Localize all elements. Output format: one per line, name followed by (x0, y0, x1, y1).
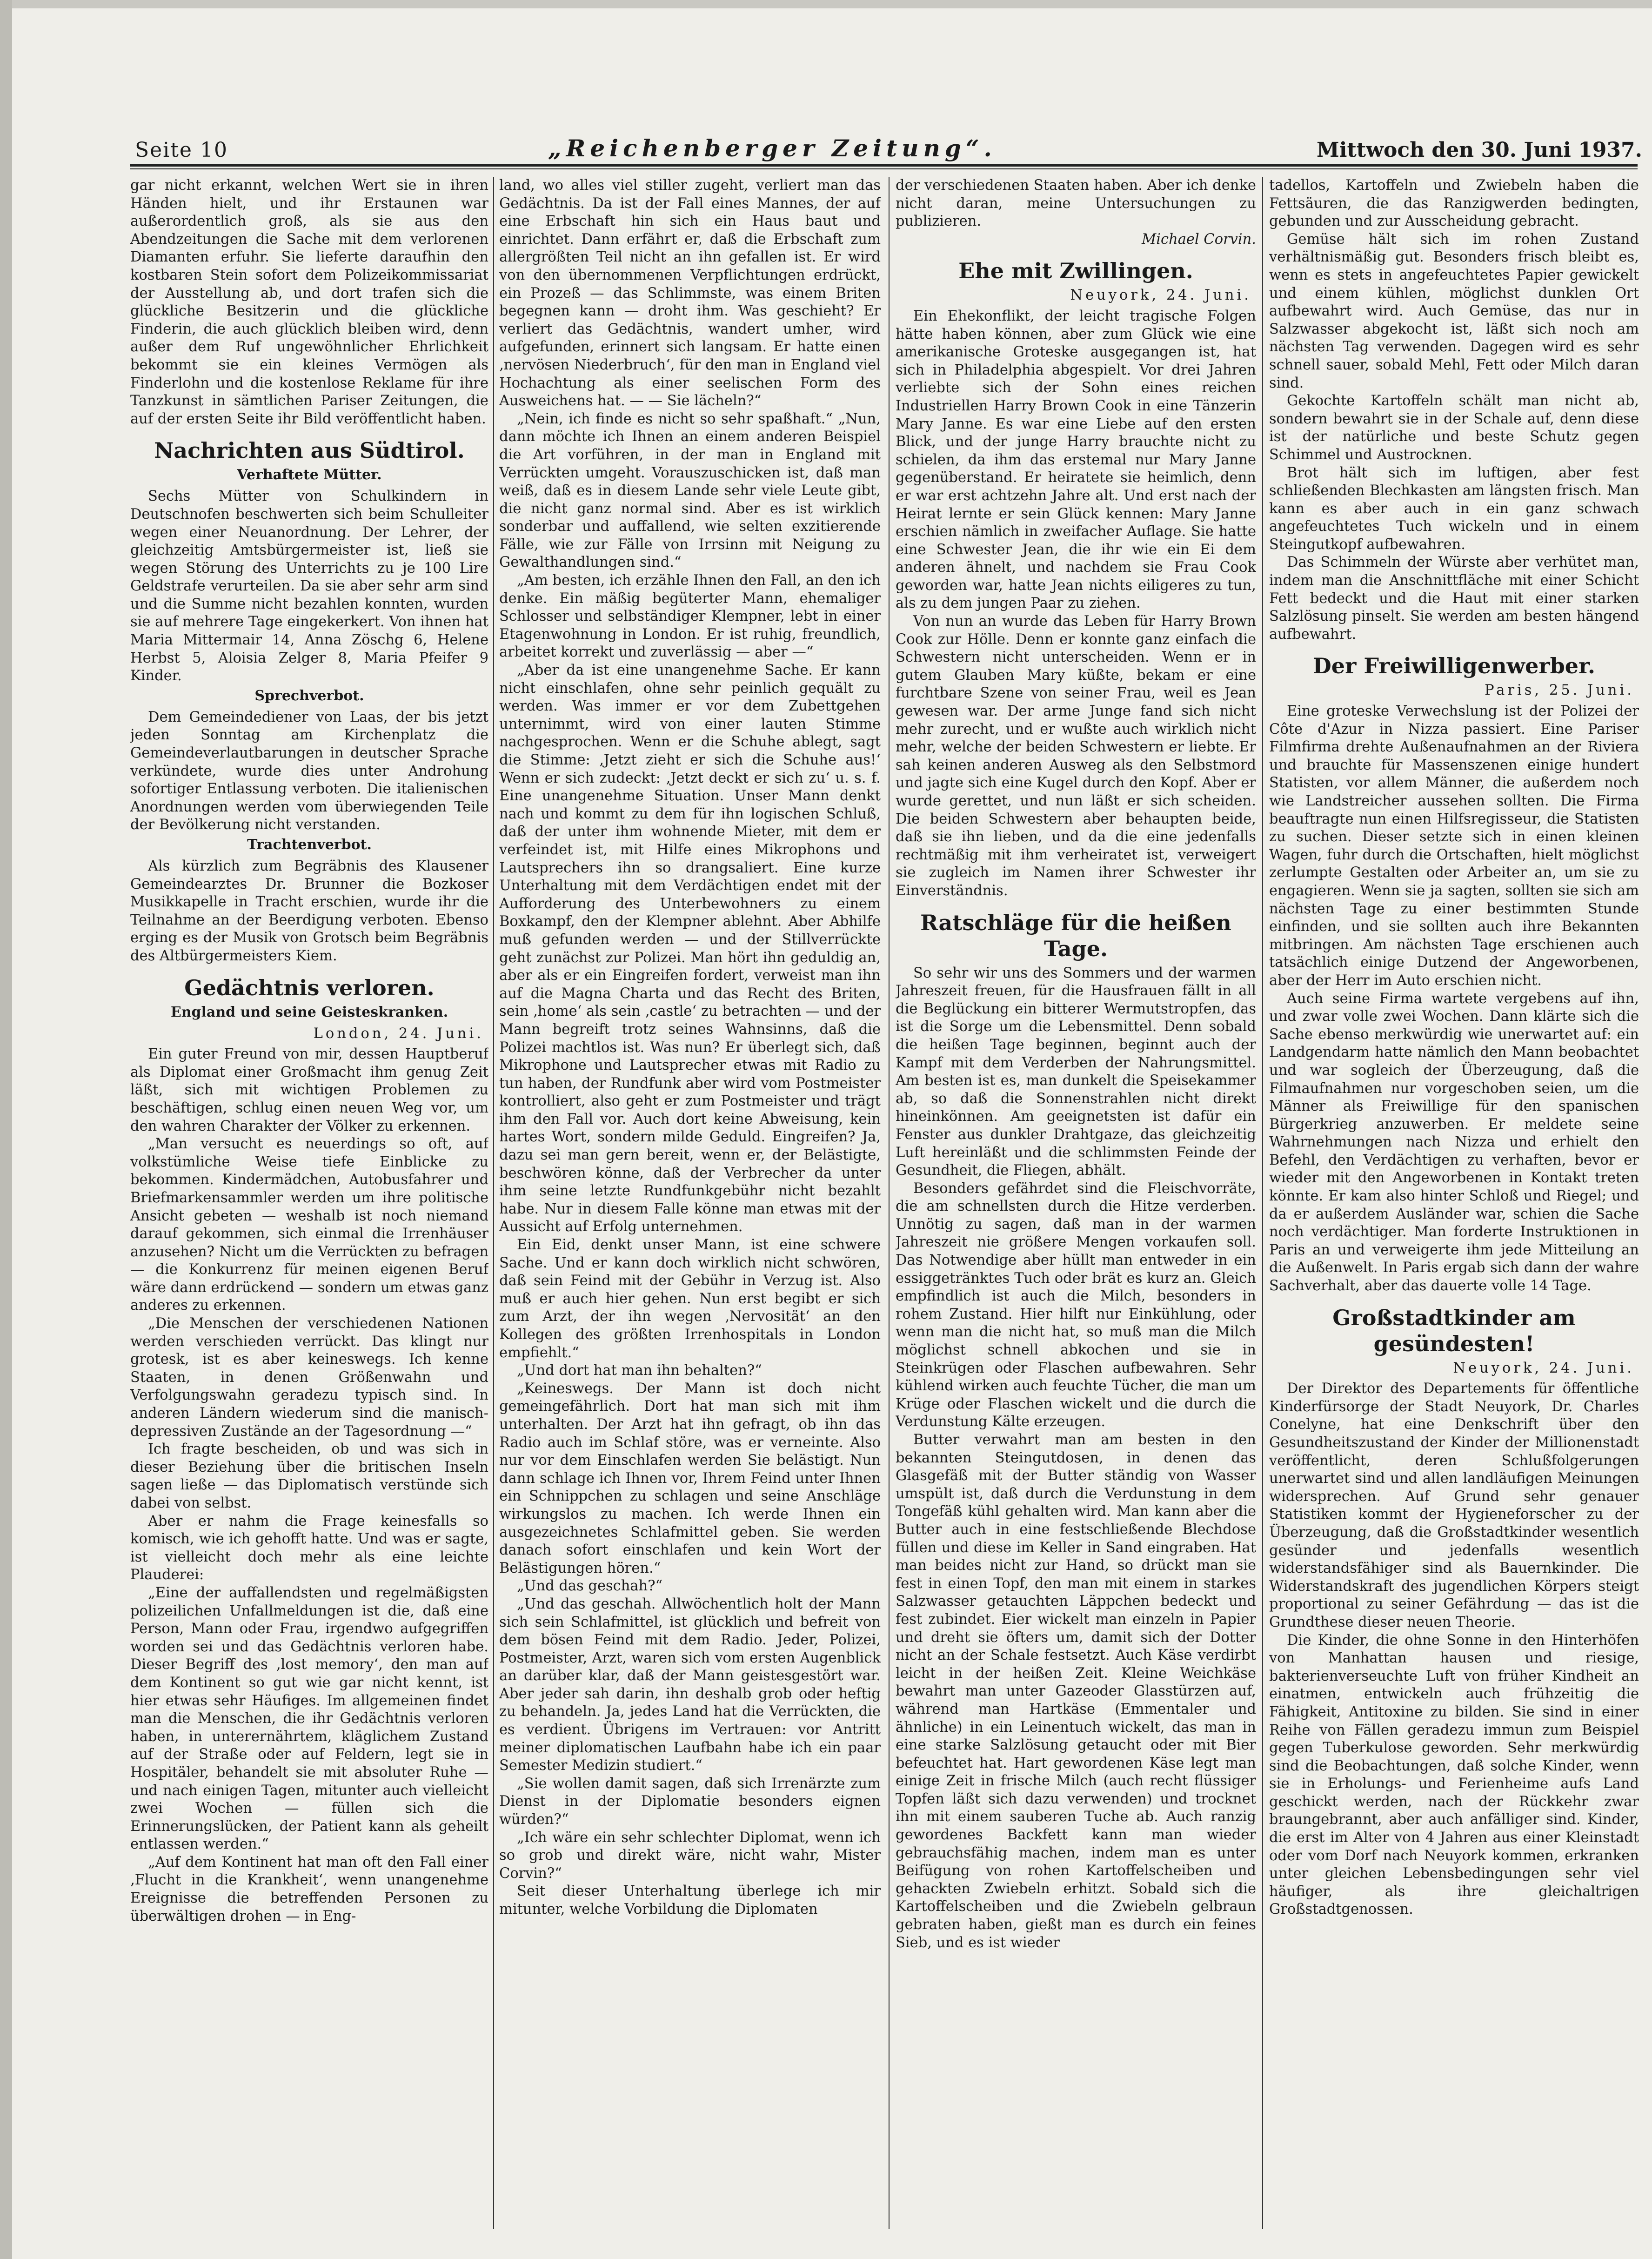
dateline: Neuyork, 24. Juni. (1070, 287, 1251, 304)
article-title: Großstadtkinder am gesündesten! (1332, 1305, 1576, 1356)
paragraph: „Auf dem Kontinent hat man oft den Fall einer ‚Flucht in die Krankheit‘, wenn unangenehme Ereignisse die betreffenden Personen zu überwältigen drohen — in Eng- (130, 1854, 488, 1924)
article-title: Der Freiwilligenwerber. (1312, 653, 1596, 679)
paragraph: „Und dort hat man ihn behalten?“ (517, 1362, 762, 1379)
header-rule-thin (130, 168, 1638, 169)
paragraph: „Aber da ist eine unangenehme Sache. Er kann nicht einschlafen, ohne sehr peinlich gequält zu werden. Was immer er vor dem Zubettgehen unternimmt, wird von einer lauten Stimme nachgesprochen. Wenn er die Schuhe ablegt, sagt die Stimme: ‚Jetzt zieht er sich die Schuhe aus!‘ Wenn er sich zudeckt: ‚Jetzt deckt er sich zu‘ u. s. f. Eine unangenehme Situation. Unser Mann denkt nach und kommt zu dem für ihn logischen Schluß, daß der unter ihm wohnende Mieter, mit dem er verfeindet ist, mit Hilfe eines Mikrophons und Lautsprechers ihn so drangsaliert. Eine kurze Unterhaltung mit dem Verdächtigen endet mit der Aufforderung des Unterbewohners zu einem Boxkampf, den der Klempner ablehnt. Aber Abhilfe muß gefunden werden — und der Stillverrückte geht zunächst zur Polizei. Man hört ihn geduldig an, aber als er ein Eingreifen fordert, verweist man ihn auf die Magna Charta und das Recht des Briten, sein ‚home‘ als sein ‚castle‘ zu betrachten — und der Mann begreift trotz seines Wahnsinns, daß die Polizei machtlos ist. Was nun? Er überlegt sich, daß Mikrophone und Lautsprecher etwas mit Radio zu tun haben, der Rundfunk aber wird vom Postmeister kontrolliert, also geht er zum Postmeister und trägt ihm den Fall vor. Auch dort keine Abweisung, kein hartes Wort, sondern milde Geduld. Eingreifen? Ja, dazu sei man gern bereit, wenn er, der Belästigte, beschwören könne, daß der Verbrecher da unter ihm seine letzte Rundfunkgebühr nicht bezahlt habe. Nur in diesem Falle könne man etwas mit der Aussicht auf Erfolg unternehmen. (499, 662, 881, 1235)
newspaper-title: „Reichenberger Zeitung“. (548, 134, 997, 162)
paragraph: „Am besten, ich erzähle Ihnen den Fall, an den ich denke. Ein mäßig begüterter Mann, ehemaliger Schlosser und selbständiger Klempner, lebt in einer Etagenwohnung in London. Er ist ruhig, freundlich, arbeitet korrekt und zuverlässig — aber —“ (499, 572, 881, 661)
paragraph: So sehr wir uns des Sommers und der warmen Jahreszeit freuen, für die Hausfrauen fällt in all die Beglückung ein bitterer Wermutstropfen, das ist die Sorge um die Lebensmittel. Denn sobald die heißen Tage beginnen, beginnt auch der Kampf mit dem Verderben der Nahrungsmittel. Am besten ist es, man dunkelt die Speisekammer ab, so daß die Sonnenstrahlen nicht direkt hineinkönnen. Am geeignetsten ist dafür ein Fenster aus dunkler Drahtgaze, das gleichzeitig Luft hereinläßt und die schlimmsten Feinde der Gesundheit, die Fliegen, abhält. (896, 965, 1256, 1179)
article-subheading: Sprechverbot. (254, 687, 364, 704)
column-rule (1262, 177, 1263, 2229)
paragraph: Der Direktor des Departements für öffentliche Kinderfürsorge der Stadt Neuyork, Dr. Charles Conelyne, hat eine Denkschrift über den Gesundheitszustand der Kinder der Millionenstadt veröffentlicht, deren Schlußfolgerungen unerwartet sind und allen landläufigen Meinungen widersprechen. Auf Grund sehr genauer Statistiken kommt der Hygieneforscher zu der Überzeugung, daß die Großstadtkinder wesentlich gesünder und jedenfalls wesentlich widerstandsfähiger sind als Bauernkinder. Die Widerstandskraft des jugendlichen Körpers steigt proportional zu seiner Gefährdung — das ist die Grundthese dieser neuen Theorie. (1269, 1381, 1639, 1630)
column-rule (889, 177, 890, 2229)
paragraph: Eine groteske Verwechslung ist der Polizei der Côte d'Azur in Nizza passiert. Eine Pariser Filmfirma drehte Außenaufnahmen an der Riviera und brauchte für Massenszenen einige hundert Statisten, vor allem Männer, die außerdem noch wie Landstreicher aussehen sollten. Die Firma beauftragte nun einen Hilfsregisseur, die Statisten zu suchen. Dieser setzte sich in einen kleinen Wagen, fuhr durch die Ortschaften, hielt möglichst zerlumpte Gestalten oder Arbeiter an, um sie zu engagieren. Wenn sie ja sagten, sollten sie sich am nächsten Tage zu einer bestimmten Stunde einfinden, und sie sollten auch ihre Bekannten mitbringen. Am nächsten Tage erschienen auch tatsächlich einige Dutzend der Angeworbenen, aber der Herr im Auto erschien nicht. (1269, 703, 1639, 989)
paragraph: Gemüse hält sich im rohen Zustand verhältnismäßig gut. Besonders frisch bleibt es, wenn es stets in angefeuchtetes Papier gewickelt und einem kühlen, möglichst dunklen Ort aufbewahrt wird. Auch Gemüse, das nur in Salzwasser abgekocht ist, läßt sich noch am nächsten Tag verwenden. Dagegen wird es sehr schnell sauer, sobald Mehl, Fett oder Milch daran sind. (1269, 231, 1639, 391)
page-header (135, 129, 1642, 162)
paragraph: „Nein, ich finde es nicht so sehr spaßhaft.“ „Nun, dann möchte ich Ihnen an einem anderen Beispiel die Art vorführen, in der man in England mit Verrückten umgeht. Vorauszuschicken ist, daß man weiß, daß es in diesem Lande sehr viele Leute gibt, die nicht ganz normal sind. Aber es ist wirklich sonderbar und auffallend, wie selten exzitierende Fälle, wie zur Fälle von Irrsinn mit Neigung zu Gewalthandlungen sind.“ (499, 410, 881, 571)
paragraph: tadellos, Kartoffeln und Zwiebeln haben die Fettsäuren, die das Ranzigwerden bedingten, gebunden und zur Ausscheidung gebracht. (1269, 177, 1639, 230)
paragraph: Aber er nahm die Frage keinesfalls so komisch, wie ich gehofft hatte. Und was er sagte, ist vielleicht doch mehr als eine leichte Plauderei: (130, 1513, 488, 1583)
paragraph: land, wo alles viel stiller zugeht, verliert man das Gedächtnis. Da ist der Fall eines Mannes, der auf eine Erbschaft hin sich ein Haus baut und einrichtet. Dann erfährt er, daß die Erbschaft zum allergrößten Teil nicht an ihn gefallen ist. Er wird von den übernommenen Verpflichtungen erdrückt, ein Prozeß — das Schlimmste, was einem Briten begegnen kann — droht ihm. Was geschieht? Er verliert das Gedächtnis, wandert umher, wird aufgefunden, erinnert sich langsam. Er hatte einen ‚nervösen Niederbruch‘, für den man in England viel Hochachtung als einer seelischen Form des Ausweichens hat. — — Sie lächeln?“ (499, 177, 881, 409)
article-subheading: England und seine Geisteskranken. (170, 1004, 448, 1020)
article-title: Gedächtnis verloren. (184, 975, 435, 1000)
paragraph: Ein Eid, denkt unser Mann, ist eine schwere Sache. Und er kann doch wirklich nicht schwören, daß sein Feind mit der Gebühr in Verzug ist. Also muß er auch hier gehen. Nun erst begibt er sich zum Arzt, der ihn wegen ‚Nervosität‘ an den Kollegen des größten Irrenhospitals in London empfiehlt.“ (499, 1237, 881, 1361)
dateline: Paris, 25. Juni. (1485, 682, 1634, 699)
paragraph: Die Kinder, die ohne Sonne in den Hinterhöfen von Manhattan hausen und riesige, bakterienverseuchte Luft von früher Kindheit an einatmen, entwickeln auch frühzeitig die Fähigkeit, Antitoxine zu bilden. Sie sind in einer Reihe von Fällen geradezu immun zum Beispiel gegen Tuberkulose geworden. Sehr merkwürdig sind die Beobachtungen, daß solche Kinder, wenn sie in Erholungs- und Ferienheime aufs Land geschickt werden, nach der Rückkehr zwar braungebrannt, aber auch anfälliger sind. Kinder, die erst im Alter von 4 Jahren aus einer Kleinstadt oder vom Dorf nach Neuyork kommen, erkranken unter gleichen Lebensbedingungen sehr viel häufiger, als ihre gleichaltrigen Großstadtgenossen. (1269, 1632, 1639, 1918)
paragraph: Ein guter Freund von mir, dessen Hauptberuf als Diplomat einer Großmacht ihm genug Zeit läßt, sich mit wichtigen Problemen zu beschäftigen, schlug einen neuen Weg vor, um den wahren Charakter der Völker zu erkennen. (130, 1046, 488, 1134)
column-4 (1269, 177, 1639, 2229)
paragraph: Ein Ehekonflikt, der leicht tragische Folgen hätte haben können, aber zum Glück wie eine amerikanische Groteske ausgegangen ist, hat sich in Philadelphia abgespielt. Vor drei Jahren verliebte sich der Sohn eines reichen Industriellen Harry Brown Cook in eine Tänzerin Mary Janne. Es war eine Liebe auf den ersten Blick, und der junge Harry brauchte nicht zu schielen, da ihm das erstemal nur Mary Janne gegenüberstand. Er heiratete sie heimlich, denn er war erst achtzehn Jahre alt. Und erst nach der Heirat lernte er sein Glück kennen: Mary Janne erschien nämlich in zweifacher Auflage. Sie hatte eine Schwester Jean, die ihr wie ein Ei dem anderen ähnelt, und nachdem sie Frau Cook geworden war, hatte Jean nichts eiligeres zu tun, als zu dem jungen Paar zu ziehen. (896, 308, 1256, 612)
header-rule (130, 164, 1638, 167)
paragraph: Als kürzlich zum Begräbnis des Klausener Gemeindearztes Dr. Brunner die Bozkoser Musikkapelle in Tracht erschien, wurde ihr die Teilnahme an der Beerdigung verboten. Ebenso erging es der Musik von Grotsch beim Begräbnis des Altbürgermeisters Kiem. (130, 858, 488, 964)
article-subheading: Verhaftete Mütter. (237, 467, 382, 483)
page-number: Seite 10 (135, 138, 228, 162)
paragraph: Von nun an wurde das Leben für Harry Brown Cook zur Hölle. Denn er konnte ganz einfach die Schwestern nicht unterscheiden. Wenn er in gutem Glauben Mary küßte, bekam er eine furchtbare Szene von seiner Frau, weil es Jean gewesen war. Der arme Junge fand sich nicht mehr zurecht, und er wußte auch wirklich nicht mehr, welche der beiden Schwestern er liebte. Er sah keinen anderen Ausweg als den Selbstmord und jagte sich eine Kugel durch den Kopf. Aber er wurde gerettet, und nun läßt er sich scheiden. Die beiden Schwestern aber behaupten beide, daß sie ihn lieben, und da die eine jedenfalls rechtmäßig mit ihm verheiratet ist, verweigert sie zugleich im Namen ihrer Schwester ihr Einverständnis. (896, 613, 1256, 899)
dateline: Neuyork, 24. Juni. (1453, 1360, 1634, 1376)
paragraph: „Ich wäre ein sehr schlechter Diplomat, wenn ich so grob und direkt wäre, nicht wahr, Mister Corvin?“ (499, 1829, 881, 1882)
dateline: London, 24. Juni. (313, 1025, 484, 1042)
paragraph: Besonders gefährdet sind die Fleischvorräte, die am schnellsten durch die Hitze verderben. Unnötig zu sagen, daß man in der warmen Jahreszeit nie größere Mengen vorkaufen soll. Das Notwendige aber hüllt man entweder in ein essiggetränktes Tuch oder brät es kurz an. Gleich empfindlich ist auch die Milch, besonders in rohem Zustand. Hier hilft nur Einkühlung, oder wenn man die nicht hat, so muß man die Milch möglichst schnell abkochen und sie in Steinkrügen oder Flaschen aufbewahren. Sehr kühlend wirken auch feuchte Tücher, die man um Krüge oder Flaschen wickelt und die durch die Verdunstung Kälte erzeugen. (896, 1180, 1256, 1430)
paragraph: gar nicht erkannt, welchen Wert sie in ihren Händen hielt, und ihr Erstaunen war außerordentlich groß, als sie aus den Abendzeitungen die Sache mit dem verlorenen Diamanten erfuhr. Sie lieferte daraufhin den kostbaren Stein sofort dem Polizeikommissariat der Ausstellung ab, und dort trafen sich die glückliche Besitzerin und die glückliche Finderin, die auch glücklich bleiben wird, denn außer dem Ruf ungewöhnlicher Ehrlichkeit bekommt sie ein kleines Vermögen als Finderlohn und die kostenlose Reklame für ihre Tanzkunst in sämtlichen Pariser Zeitungen, die auf der ersten Seite ihr Bild veröffentlicht haben. (130, 177, 488, 427)
paragraph: Auch seine Firma wartete vergebens auf ihn, und zwar volle zwei Wochen. Dann klärte sich die Sache ebenso merkwürdig wie unerwartet auf: ein Landgendarm hatte nämlich den Mann beobachtet und war sogleich der Überzeugung, daß die Filmaufnahmen nur vorgeschoben seien, um die Männer als Freiwillige für den spanischen Bürgerkrieg anzuwerben. Er meldete seine Wahrnehmungen nach Nizza und erhielt den Befehl, den Verdächtigen zu verhaften, bevor er wieder mit den Angeworbenen in Kontakt treten könnte. Er kam also hinter Schloß und Riegel; und da er außerdem Ausländer war, schien die Sache noch verdächtiger. Man forderte Instruktionen in Paris an und verweigerte ihm jede Mitteilung an die Außenwelt. In Paris ergab sich dann der wahre Sachverhalt, aber das dauerte volle 14 Tage. (1269, 990, 1639, 1294)
column-2 (499, 177, 881, 2229)
article-title: Ratschläge für die heißen Tage. (920, 910, 1231, 961)
paragraph: Dem Gemeindediener von Laas, der bis jetzt jeden Sonntag am Kirchenplatz die Gemeindeverlautbarungen in deutscher Sprache verkündete, wurde dies unter Androhung sofortiger Entlassung verboten. Die italienischen Anordnungen werden vom überwiegenden Teile der Bevölkerung nicht verstanden. (130, 709, 488, 833)
author-signature: Michael Corvin. (1142, 231, 1256, 248)
paragraph: der verschiedenen Staaten haben. Aber ich denke nicht daran, meine Untersuchungen zu publizieren. (896, 177, 1256, 230)
paragraph: „Und das geschah. Allwöchentlich holt der Mann sich sein Schlafmittel, ist glücklich und befreit von dem bösen Feind mit dem Radio. Jeder, Polizei, Postmeister, Arzt, waren sich vom ersten Augenblick an darüber klar, daß der Mann geistesgestört war. Aber jeder sah darin, ihn deshalb grob oder heftig zu behandeln. Ja, jedes Land hat die Verrückten, die es verdient. Übrigens im Vertrauen: vor Antritt meiner diplomatischen Laufbahn habe ich ein paar Semester Medizin studiert.“ (499, 1595, 881, 1774)
paragraph: „Die Menschen der verschiedenen Nationen werden verschieden verrückt. Das klingt nur grotesk, ist es aber keineswegs. Ich kenne Staaten, in denen Größenwahn und Verfolgungswahn geradezu typisch sind. In anderen Ländern wiederum sind die manisch-depressiven Zustände an der Tagesordnung —“ (130, 1315, 488, 1440)
paragraph: „Keineswegs. Der Mann ist doch nicht gemeingefährlich. Dort hat man sich mit ihm unterhalten. Der Arzt hat ihn gefragt, ob ihn das Radio auch im Schlaf störe, was er verneinte. Also nur vor dem Einschlafen werden Sie belästigt. Nun dann schlage ich Ihnen vor, Ihrem Feind unter Ihnen ein Schnippchen zu schlagen und seine Anschläge wirkungslos zu machen. Ich werde Ihnen ein ausgezeichnetes Schlafmittel geben. Sie werden danach sofort einschlafen und kein Wort der Belästigungen hören.“ (499, 1380, 881, 1576)
article-subheading: Trachtenverbot. (247, 837, 372, 853)
issue-date: Mittwoch den 30. Juni 1937. (1317, 138, 1642, 162)
column-1 (130, 177, 488, 2229)
paragraph: Ich fragte bescheiden, ob und was sich in dieser Beziehung über die britischen Inseln sagen ließe — das Diplomatisch verstünde sich dabei von selbst. (130, 1441, 488, 1511)
paragraph: Das Schimmeln der Würste aber verhütet man, indem man die Anschnittfläche mit einer Schicht Fett bedeckt und die Haut mit einer starken Salzlösung pinselt. Sie werden am besten hängend aufbewahrt. (1269, 554, 1639, 643)
paragraph: Butter verwahrt man am besten in den bekannten Steingutdosen, in denen das Glasgefäß mit der Butter ständig von Wasser umspült ist, daß durch die Verdunstung in dem Tongefäß kühl gehalten wird. Man kann aber die Butter auch in eine festschließende Blechdose füllen und diese im Keller in Sand eingraben. Hat man beides nicht zur Hand, so drückt man sie fest in einen Topf, den man mit einem in starkes Salzwasser getauchten Läppchen bedeckt und fest zubindet. Eier wickelt man einzeln in Papier und dreht sie öfters um, damit sich der Dotter nicht an der Schale festsetzt. Auch Käse verdirbt leicht in der heißen Zeit. Kleine Weichkäse bewahrt man unter Gazeoder Glasstürzen auf, während man Hartkäse (Emmentaler und ähnliche) in ein Leinentuch wickelt, das man in eine starke Salzlösung getaucht oder mit Bier befeuchtet hat. Hart gewordenen Käse legt man einige Zeit in frische Milch (auch recht flüssiger Topfen läßt sich dazu verwenden) und trocknet ihn mit einem sauberen Tuche ab. Auch ranzig gewordenes Backfett kann man wieder gebrauchsfähig machen, indem man es unter Beifügung von rohen Kartoffelscheiben und gehackten Zwiebeln erhitzt. Sobald sich die Kartoffelscheiben und die Zwiebeln gelbraun gebraten haben, gießt man es durch ein feines Sieb, und es ist wieder (896, 1432, 1256, 1951)
scan-edge-top (0, 0, 1652, 8)
article-title: Nachrichten aus Südtirol. (154, 438, 465, 463)
paragraph: „Eine der auffallendsten und regelmäßigsten polizeilichen Unfallmeldungen ist die, daß eine Person, Mann oder Frau, irgendwo aufgegriffen worden sei und das Gedächtnis verloren habe. Dieser Begriff des ‚lost memory‘, den man auf dem Kontinent so gut wie gar nicht kennt, ist hier etwas sehr Häufiges. Im allgemeinen findet man die Menschen, die ihr Gedächtnis verloren haben, in unterernährtem, kläglichem Zustand auf der Straße oder auf Feldern, legt sie in Hospitäler, behandelt sie mit absoluter Ruhe — und nach einigen Tagen, mitunter auch vielleicht zwei Wochen — füllen sich die Erinnerungslücken, der Patient kann als geheilt entlassen werden.“ (130, 1584, 488, 1853)
paragraph: Seit dieser Unterhaltung überlege ich mir mitunter, welche Vorbildung die Diplomaten (499, 1883, 881, 1917)
scan-edge-left (0, 0, 12, 2259)
article-title: Ehe mit Zwillingen. (958, 258, 1193, 284)
paragraph: „Sie wollen damit sagen, daß sich Irrenärzte zum Dienst in der Diplomatie besonders eignen würden?“ (499, 1775, 881, 1828)
paragraph: Brot hält sich im luftigen, aber fest schließenden Blechkasten am längsten frisch. Man kann es aber auch in ein ganz schwach angefeuchtetes Tuch wickeln und in einem Steingutkopf aufbewahren. (1269, 464, 1639, 553)
paragraph: Sechs Mütter von Schulkindern in Deutschnofen beschwerten sich beim Schulleiter wegen einer Neuanordnung. Der Lehrer, der gleichzeitig Amtsbürgermeister ist, ließ sie wegen Störung des Unterrichts zu je 100 Lire Geldstrafe verurteilen. Da sie aber sehr arm sind und die Summe nicht bezahlen konnten, wurden sie auf mehrere Tage eingekerkert. Von ihnen hat Maria Mittermair 14, Anna Zöschg 6, Helene Herbst 5, Aloisia Zelger 8, Maria Pfeifer 9 Kinder. (130, 488, 488, 684)
column-3 (896, 177, 1256, 2229)
column-rule (493, 177, 494, 2229)
paragraph: „Und das geschah?“ (517, 1578, 663, 1595)
paragraph: Gekochte Kartoffeln schält man nicht ab, sondern bewahrt sie in der Schale auf, denn diese ist der natürliche und beste Schutz gegen Schimmel und Austrocknen. (1269, 393, 1639, 463)
paragraph: „Man versucht es neuerdings so oft, auf volkstümliche Weise tiefe Einblicke zu bekommen. Kindermädchen, Autobusfahrer und Briefmarkensammler werden um ihre politische Ansicht gebeten — weshalb ist noch niemand darauf gekommen, sich einmal die Irrenhäuser anzusehen? Nicht um die Verrückten zu befragen — die Konkurrenz für meinen eigenen Beruf wäre dann erdrückend — sondern um etwas ganz anderes zu erkennen. (130, 1136, 488, 1314)
